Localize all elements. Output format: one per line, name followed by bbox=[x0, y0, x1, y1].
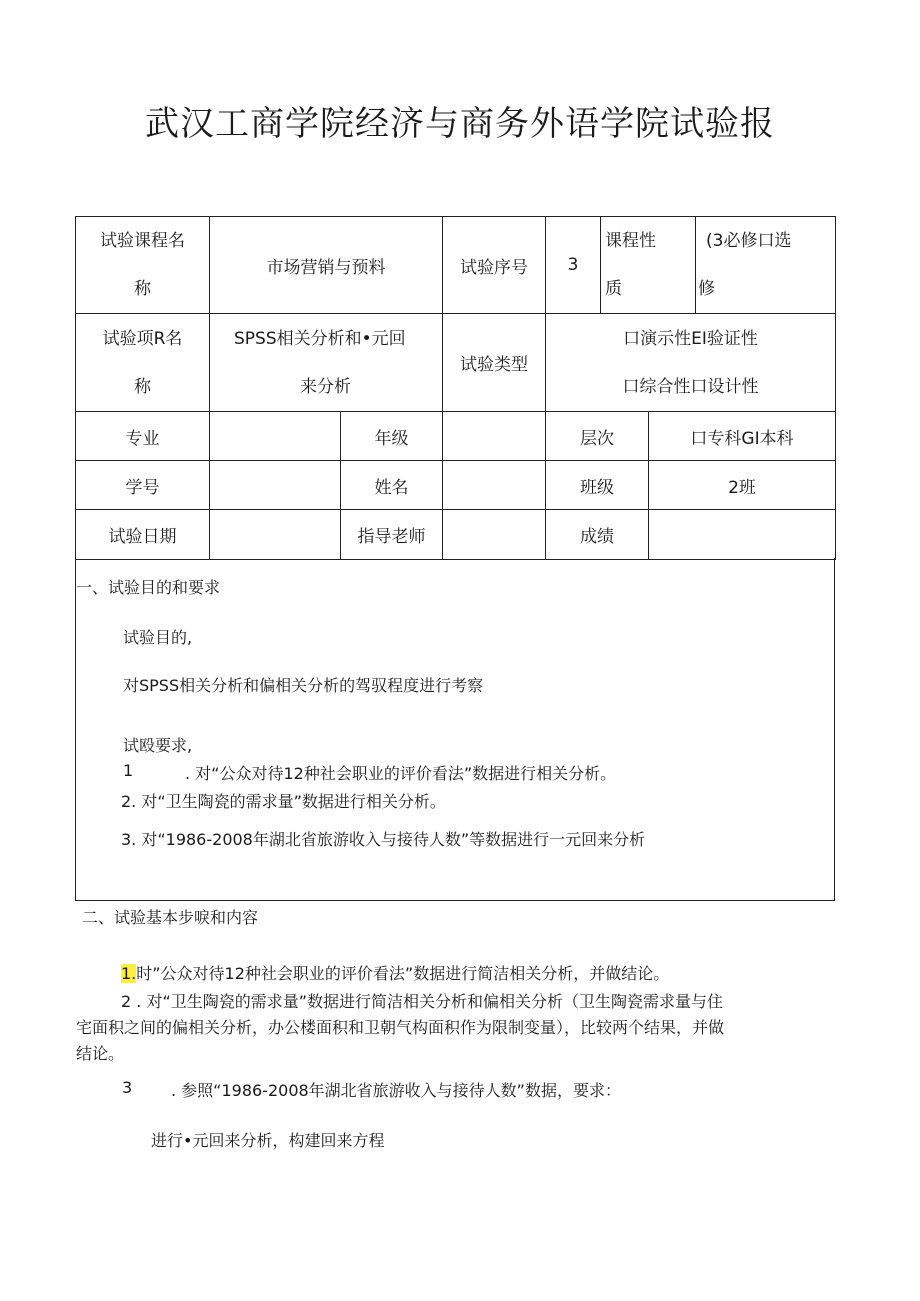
score-label: 成绩 bbox=[546, 510, 649, 560]
nature-value: (3必修口选 修 bbox=[696, 217, 836, 314]
teacher-value bbox=[443, 510, 546, 560]
step-2-line2: 宅面积之间的偏相关分析，办公楼面积和卫朝气构面积作为限制变量），比较两个结果，并做 bbox=[76, 1018, 725, 1037]
step-2-line1: 2 . 对“卫生陶瓷的需求量”数据进行简洁相关分析和偏相关分析（卫生陶瓷需求量与住 bbox=[121, 992, 724, 1011]
step-3-text: . 参照“1986-2008年湖北省旅游收入与接待人数”数据，要求： bbox=[171, 1081, 621, 1100]
step-1 bbox=[121, 961, 669, 984]
requirement-3: 3. 对“1986-2008年湖北省旅游收入与接待人数”等数据进行一元回来分析 bbox=[121, 830, 646, 849]
step-1-number: 1. bbox=[121, 964, 137, 983]
seq-value: 3 bbox=[546, 217, 601, 314]
score-value bbox=[649, 510, 836, 560]
requirement-2: 2. 对“卫生陶瓷的需求量”数据进行相关分析。 bbox=[121, 792, 446, 811]
level-label: 层次 bbox=[546, 412, 649, 461]
step-1-text: 时”公众对待12种社会职业的评价看法”数据进行简洁相关分析，并做结论。 bbox=[136, 964, 670, 983]
class-label: 班级 bbox=[546, 461, 649, 510]
level-value: 口专科GI本科 bbox=[649, 412, 836, 461]
project-label: 试验项R名 称 bbox=[76, 314, 210, 412]
student-id-label: 学号 bbox=[76, 461, 210, 510]
date-value bbox=[210, 510, 341, 560]
grade-value bbox=[443, 412, 546, 461]
nature-label: 课程性 质 bbox=[601, 217, 696, 314]
major-label: 专业 bbox=[76, 412, 210, 461]
info-table-rows3-5 bbox=[75, 411, 836, 560]
requirement-1-number: 1 bbox=[123, 761, 134, 780]
course-label: 试验课程名 称 bbox=[76, 217, 210, 314]
class-value: 2班 bbox=[649, 461, 836, 510]
type-value: 口演示性EI验证性 口综合性口设计性 bbox=[546, 314, 836, 412]
course-value: 市场营销与预料 bbox=[210, 217, 443, 314]
purpose-text: 对SPSS相关分析和偏相关分析的驾驭程度进行考察 bbox=[123, 676, 484, 695]
section2-heading: 二、试验基本步唳和内容 bbox=[82, 908, 259, 927]
student-id-value bbox=[210, 461, 341, 510]
info-table-row2 bbox=[75, 313, 836, 412]
section1-heading: 一、试验目的和要求 bbox=[76, 578, 221, 597]
date-label: 试验日期 bbox=[76, 510, 210, 560]
seq-label: 试验序号 bbox=[443, 217, 546, 314]
teacher-label: 指导老师 bbox=[341, 510, 443, 560]
grade-label: 年级 bbox=[341, 412, 443, 461]
page-title: 武汉工商学院经济与商务外语学院试验报 bbox=[145, 104, 775, 144]
info-table-row1 bbox=[75, 216, 836, 314]
step-3-number: 3 bbox=[122, 1078, 133, 1097]
major-value bbox=[210, 412, 341, 461]
step-3-sub: 进行•元回来分析，构建回来方程 bbox=[151, 1131, 385, 1150]
requirement-label: 试殴要求, bbox=[123, 736, 193, 755]
step-2-line3: 结论。 bbox=[76, 1044, 125, 1063]
project-value: SPSS相关分析和•元回 来分析 bbox=[210, 314, 443, 412]
purpose-label: 试验目的, bbox=[123, 628, 193, 647]
type-label: 试验类型 bbox=[443, 314, 546, 412]
requirement-1-text: . 对“公众对待12种社会职业的评价看法”数据进行相关分析。 bbox=[185, 764, 617, 783]
name-value bbox=[443, 461, 546, 510]
name-label: 姓名 bbox=[341, 461, 443, 510]
